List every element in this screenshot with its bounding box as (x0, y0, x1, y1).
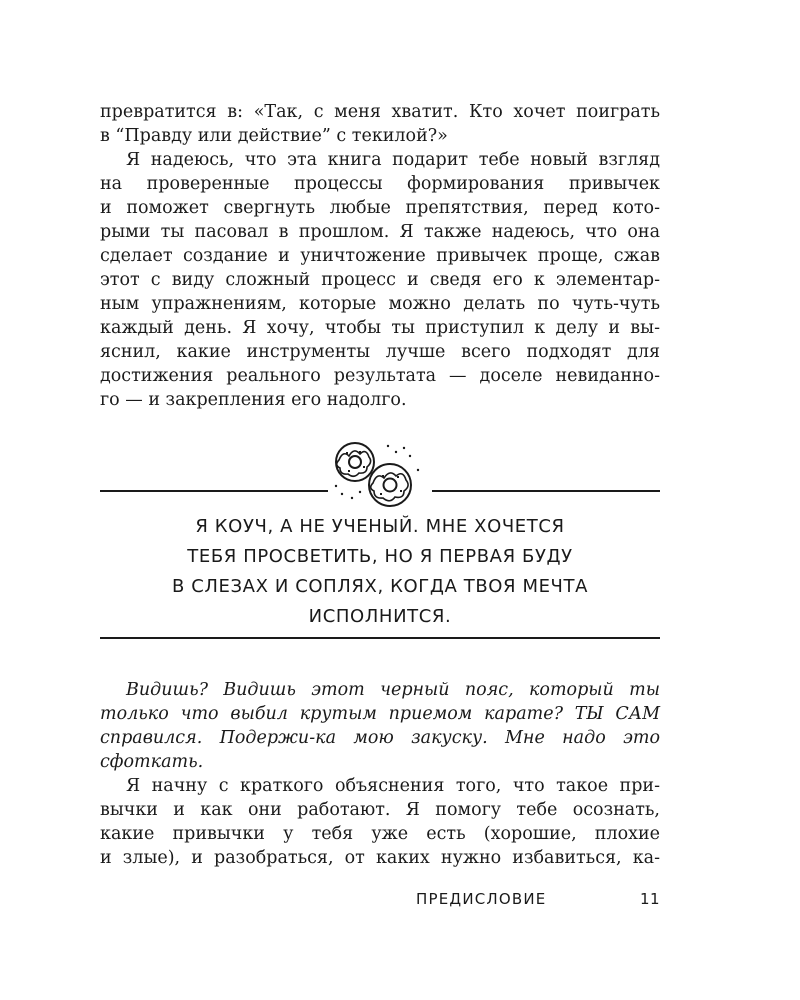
text-line: Я надеюсь, что эта книга подарит тебе новый взгляд (126, 150, 660, 170)
divider-line (100, 637, 660, 639)
text-line: сфоткать. (100, 752, 204, 772)
text-line: и поможет свергнуть любые препятствия, перед кото- (100, 198, 660, 218)
text-line: Я начну с краткого объяснения того, что такое при- (126, 776, 660, 796)
running-footer-section: ПРЕДИСЛОВИЕ (416, 890, 547, 908)
text-line: го — и закрепления его надолго. (100, 390, 407, 410)
text-line: Видишь? Видишь этот черный пояс, который ты (126, 680, 660, 700)
text-line: каждый день. Я хочу, чтобы ты приступил к делу и вы- (100, 318, 660, 338)
text-line: сделает создание и уничтожение привычек проще, сжав (100, 246, 660, 266)
donuts-icon (330, 440, 430, 510)
text-line: в “Правду или действие” с текилой?» (100, 126, 448, 146)
text-line: превратится в: «Так, с меня хватит. Кто хочет поиграть (100, 102, 660, 122)
text-line: только что выбил крутым приемом карате? ТЫ САМ (100, 704, 660, 724)
page-number: 11 (640, 890, 661, 908)
pull-quote-line: Я КОУЧ, А НЕ УЧЕНЫЙ. МНЕ ХОЧЕТСЯ (195, 516, 565, 537)
text-line: этот с виду сложный процесс и сведя его к элементар- (100, 270, 660, 290)
text-line: рыми ты пасовал в прошлом. Я также надеюсь, что она (100, 222, 660, 242)
pull-quote-line: ТЕБЯ ПРОСВЕТИТЬ, НО Я ПЕРВАЯ БУДУ (187, 546, 573, 567)
pull-quote-line: ИСПОЛНИТСЯ. (308, 606, 452, 627)
pull-quote-line: В СЛЕЗАХ И СОПЛЯХ, КОГДА ТВОЯ МЕЧТА (171, 576, 589, 597)
divider-line (100, 490, 328, 492)
text-line: и злые), и разобраться, от каких нужно избавиться, ка- (100, 848, 660, 868)
text-line: на проверенные процессы формирования привычек (100, 174, 660, 194)
text-line: ным упражнениям, которые можно делать по чуть-чуть (100, 294, 660, 314)
text-line: справился. Подержи-ка мою закуску. Мне надо это (100, 728, 660, 748)
divider-line (432, 490, 660, 492)
text-line: какие привычки у тебя уже есть (хорошие, плохие (100, 824, 660, 844)
text-line: вычки и как они работают. Я помогу тебе осознать, (100, 800, 660, 820)
text-line: достижения реального результата — доселе невиданно- (100, 366, 660, 386)
text-line: яснил, какие инструменты лучше всего подходят для (100, 342, 660, 362)
